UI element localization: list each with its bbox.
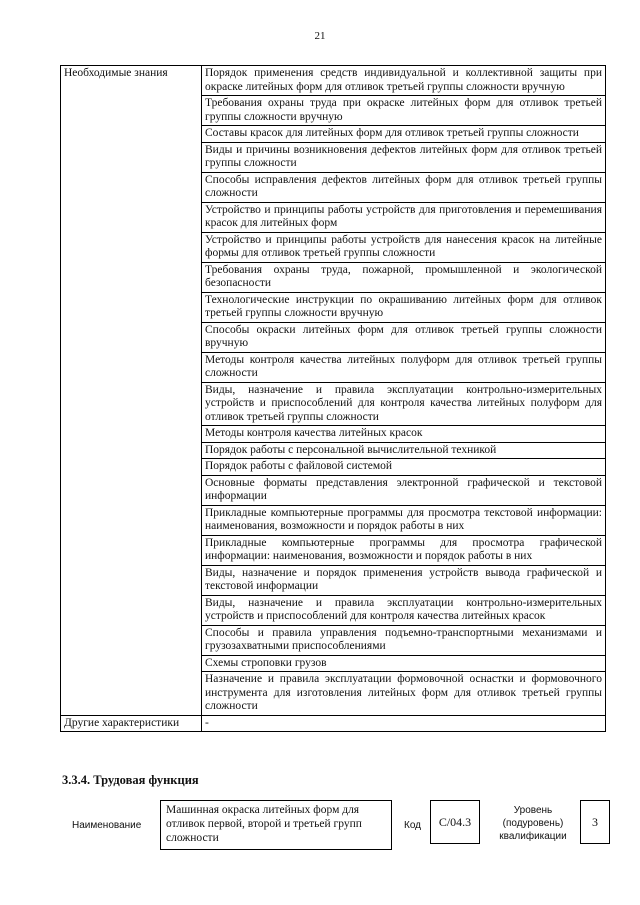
knowledge-item-cell: Схемы строповки грузов: [202, 655, 606, 672]
knowledge-table: [60, 65, 606, 732]
knowledge-item-cell: Порядок работы с персональной вычислительной техникой: [202, 442, 606, 459]
section-heading: 3.3.4. Трудовая функция: [62, 773, 199, 787]
knowledge-label-cell: Необходимые знания: [61, 66, 202, 716]
knowledge-item-cell: Методы контроля качества литейных полуформ для отливок третьей группы сложности: [202, 352, 606, 382]
knowledge-item-cell: Способы и правила управления подъемно-транспортными механизмами и грузозахватными приспособлениями: [202, 625, 606, 655]
table-row: [61, 715, 606, 732]
qualification-level-label: Уровень (подуровень) квалификации: [499, 805, 567, 842]
knowledge-item-cell: Способы окраски литейных форм для отливок третьей группы сложности вручную: [202, 322, 606, 352]
knowledge-item-cell: Требования охраны труда при окраске литейных форм для отливок третьей группы сложности вручную: [202, 96, 606, 126]
knowledge-item-cell: Методы контроля качества литейных красок: [202, 426, 606, 443]
knowledge-item-cell: Устройство и принципы работы устройств для приготовления и перемешивания красок для литейных форм: [202, 202, 606, 232]
function-code-box: С/04.3: [430, 800, 480, 844]
knowledge-item-cell: Порядок работы с файловой системой: [202, 459, 606, 476]
knowledge-item-cell: Виды, назначение и правила эксплуатации контрольно-измерительных устройств и приспособлений для контроля качества литейных красок: [202, 595, 606, 625]
knowledge-item-cell: Основные форматы представления электронной графической и текстовой информации: [202, 475, 606, 505]
knowledge-table-body: [61, 66, 606, 732]
knowledge-item-cell: Виды, назначение и правила эксплуатации контрольно-измерительных устройств и приспособлений для контроля качества литейных полуформ для отливок третьей группы сложности: [202, 382, 606, 426]
other-characteristics-value-cell: -: [202, 715, 606, 732]
other-characteristics-label-cell: Другие характеристики: [61, 715, 202, 732]
knowledge-item-cell: Технологические инструкции по окрашиванию литейных форм для отливок третьей группы сложности вручную: [202, 292, 606, 322]
qualification-level-box: 3: [580, 800, 610, 844]
knowledge-item-cell: Устройство и принципы работы устройств для нанесения красок на литейные формы для отливок третьей группы сложности: [202, 232, 606, 262]
knowledge-item-cell: Порядок применения средств индивидуальной и коллективной защиты при окраске литейных форм для отливок третьей группы сложности вручную: [202, 66, 606, 96]
labor-function-row: [0, 800, 640, 860]
knowledge-item-cell: Способы исправления дефектов литейных форм для отливок третьей группы сложности: [202, 172, 606, 202]
knowledge-item-cell: Виды, назначение и порядок применения устройств вывода графической и текстовой информации: [202, 565, 606, 595]
knowledge-item-cell: Прикладные компьютерные программы для просмотра графической информации: наименования, возможности и порядок работы в них: [202, 535, 606, 565]
knowledge-item-cell: Прикладные компьютерные программы для просмотра текстовой информации: наименования, возможности и порядок работы в них: [202, 505, 606, 535]
function-name-box: Машинная окраска литейных форм для отливок первой, второй и третьей групп сложности: [160, 800, 392, 850]
table-row: [61, 66, 606, 96]
function-code-label: Код: [404, 820, 422, 831]
knowledge-item-cell: Требования охраны труда, пожарной, промышленной и экологической безопасности: [202, 262, 606, 292]
function-name-label: Наименование: [72, 820, 142, 831]
knowledge-item-cell: Назначение и правила эксплуатации формовочной оснастки и формовочного инструмента для изготовления литейных форм для отливок третьей группы сложности: [202, 672, 606, 716]
knowledge-item-cell: Составы красок для литейных форм для отливок третьей группы сложности: [202, 126, 606, 143]
page-number: 21: [314, 30, 326, 42]
knowledge-item-cell: Виды и причины возникновения дефектов литейных форм для отливок третьей группы сложности: [202, 142, 606, 172]
